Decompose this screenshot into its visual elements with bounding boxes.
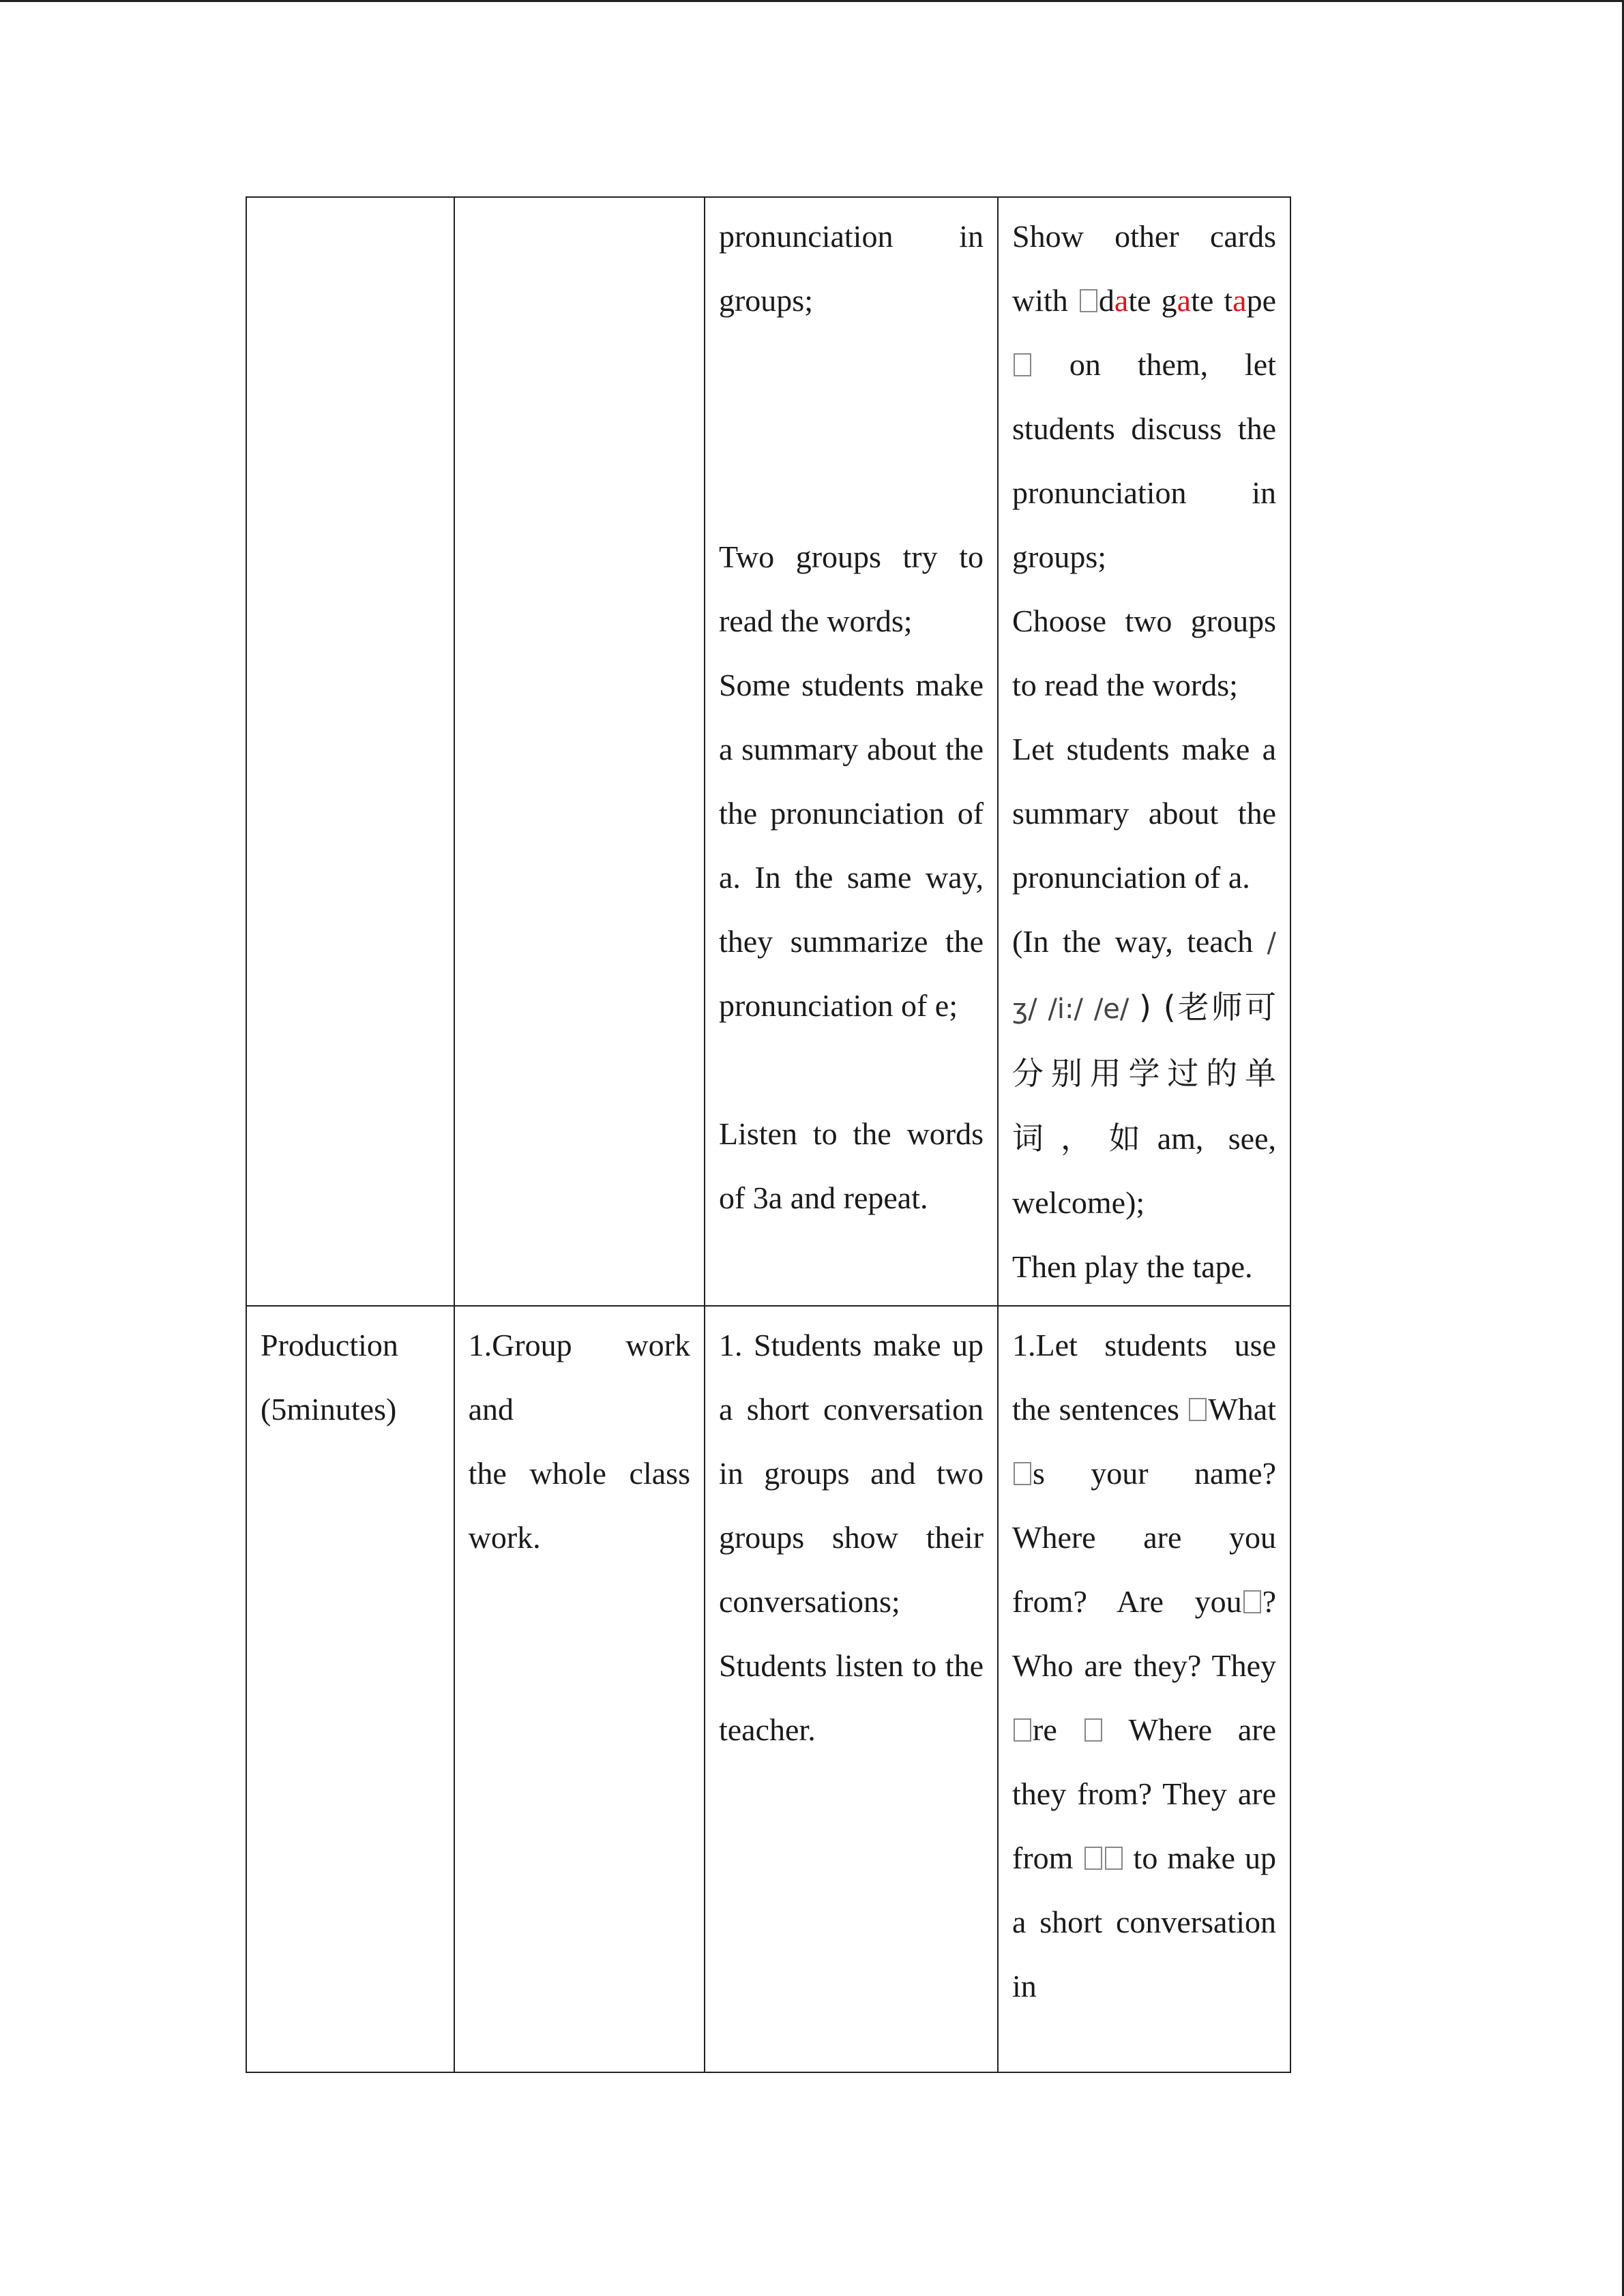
teacher-activity-text: Choose two groups to read the words; xyxy=(1012,603,1276,702)
table-row xyxy=(246,197,1290,1306)
letter: pe xyxy=(1246,283,1277,318)
lesson-plan-table xyxy=(246,196,1291,2073)
letter: t xyxy=(1224,283,1233,318)
teacher-activity-text xyxy=(1012,910,1276,1235)
highlighted-letter: a xyxy=(1232,283,1247,318)
missing-glyph-box xyxy=(1189,1398,1207,1421)
mode-cell xyxy=(454,197,705,1306)
word-gate xyxy=(1162,283,1214,318)
teacher-activity-cell xyxy=(998,197,1290,1306)
highlighted-letter: a xyxy=(1114,283,1129,318)
missing-glyph-box xyxy=(1243,1590,1261,1613)
missing-glyph-box xyxy=(1014,1462,1031,1485)
student-activity-cell xyxy=(705,1306,998,2072)
phonetic-symbols: /ʒ/ /i:/ /e/ xyxy=(1012,927,1277,1025)
missing-glyph-box xyxy=(1084,1847,1102,1870)
student-activity-cell xyxy=(705,197,998,1306)
letter: d xyxy=(1098,283,1114,318)
word-date xyxy=(1099,283,1151,318)
stage-cell xyxy=(246,197,454,1306)
missing-glyph-box xyxy=(1084,1718,1102,1742)
text-run: s your name? Where are you from? Are you xyxy=(1012,1456,1276,1619)
text-run: ? Who are they? They xyxy=(1012,1584,1276,1683)
student-activity-text: Some students make a summary about the the pronunciation of a. In the same way, they summarize the pronunciation of e; xyxy=(718,668,984,1023)
text-run: to make up a short conversation in xyxy=(1012,1840,1277,2003)
paragraph-gap xyxy=(719,1038,984,1102)
letter: g xyxy=(1161,283,1177,318)
teacher-activity-text: Then play the tape. xyxy=(1012,1249,1253,1284)
table-row xyxy=(246,1306,1290,2072)
missing-glyph-box xyxy=(1014,353,1031,376)
student-activity-text: Listen to the words of 3a and repeat. xyxy=(718,1116,984,1215)
teacher-activity-text xyxy=(1012,205,1276,589)
highlighted-letter: a xyxy=(1177,283,1192,318)
text-run: on them, let students discuss the pronunciation in groups; xyxy=(1012,347,1276,574)
mode-cell xyxy=(454,1306,705,2072)
missing-glyph-box xyxy=(1014,1718,1031,1742)
mode-text: the whole class work. xyxy=(468,1456,690,1555)
stage-cell xyxy=(246,1306,454,2072)
missing-glyph-box xyxy=(1105,1847,1123,1870)
letter: te xyxy=(1191,283,1214,318)
text-run: Show other cards with xyxy=(1012,219,1276,318)
word-tape xyxy=(1224,283,1276,318)
chinese-note: ) (老师可分别用学过的单词，如 xyxy=(1012,989,1277,1157)
text-run: re xyxy=(1033,1712,1057,1747)
missing-glyph-box xyxy=(1080,289,1097,312)
stage-name: Production xyxy=(261,1328,398,1362)
student-activity-text: 1. Students make up a short conversation in groups and two groups show their conversations; xyxy=(718,1328,984,1619)
teacher-activity-cell xyxy=(998,1306,1290,2072)
text-run: am, see, welcome); xyxy=(1012,1121,1277,1220)
text-run: What xyxy=(1208,1392,1277,1427)
student-activity-text: pronunciation in groups; xyxy=(718,219,984,318)
mode-text: 1.Group work and xyxy=(468,1328,690,1427)
stage-duration: (5minutes) xyxy=(261,1392,397,1427)
text-run: (In the way, teach xyxy=(1012,924,1254,959)
letter: te xyxy=(1128,283,1151,318)
student-activity-text: Students listen to the teacher. xyxy=(718,1648,984,1747)
paragraph-gap xyxy=(719,333,984,525)
text-run: 1.Let students use the sentences xyxy=(1012,1328,1276,1427)
teacher-activity-text: Let students make a summary about the pronunciation of a. xyxy=(1012,732,1276,895)
text-run: Where are they from? They are from xyxy=(1012,1712,1277,1875)
teacher-activity-text xyxy=(1012,1313,1276,2018)
page-top-edge xyxy=(0,0,1624,2)
student-activity-text: Two groups try to read the words; xyxy=(718,539,984,638)
